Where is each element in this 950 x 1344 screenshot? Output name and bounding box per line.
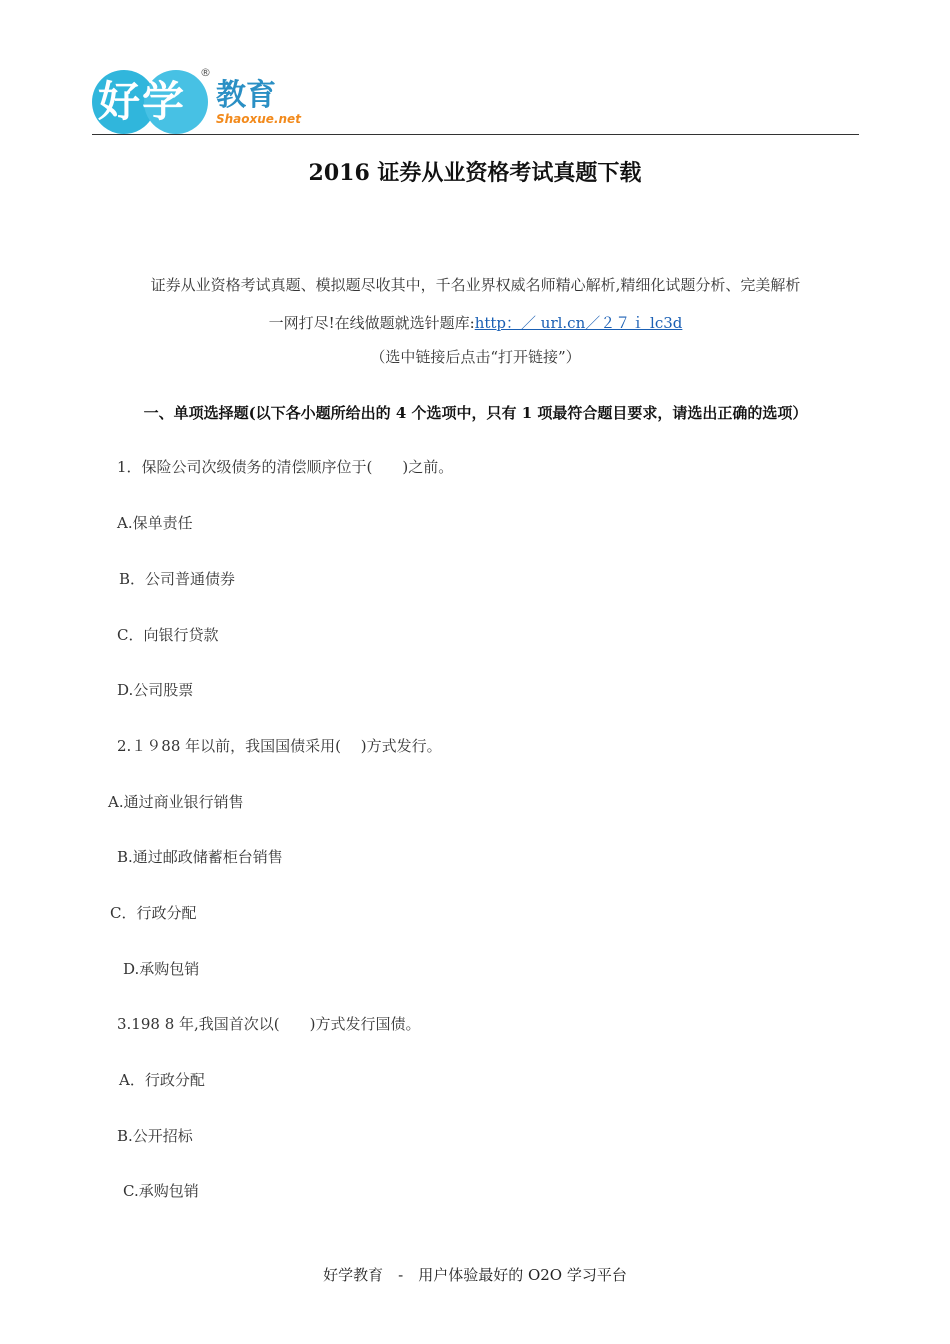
question-1-option-a: A.保单责任 <box>117 514 193 532</box>
logo-url: Shaoxue.net <box>216 112 301 126</box>
question-2-stem: 2.１９88 年以前，我国国债采用( )方式发行。 <box>117 737 442 755</box>
logo-side-text: 教育 <box>216 78 276 113</box>
page-title: 2016 证券从业资格考试真题下载 <box>308 160 642 186</box>
question-3-option-a: A．行政分配 <box>119 1071 205 1089</box>
intro-line-2 <box>92 312 859 333</box>
question-1-option-c: C．向银行贷款 <box>117 626 219 644</box>
question-3-option-b: B.公开招标 <box>117 1127 193 1145</box>
question-2-option-c: C．行政分配 <box>110 904 197 922</box>
logo <box>92 66 301 136</box>
intro-line-3: （选中链接后点击“打开链接”） <box>370 348 581 366</box>
question-3-stem: 3.198 8 年,我国首次以( )方式发行国债。 <box>117 1015 421 1033</box>
section-heading: 一、单项选择题(以下各小题所给出的 4 个选项中，只有 1 项最符合题目要求，请选出正确的选项） <box>143 404 808 422</box>
logo-main-text: 好学 <box>98 77 187 126</box>
question-1-option-d: D.公司股票 <box>117 681 194 699</box>
question-1-option-b: B．公司普通债券 <box>119 570 236 588</box>
question-3-option-c: C.承购包销 <box>123 1182 199 1200</box>
question-2-option-b: B.通过邮政储蓄柜台销售 <box>117 848 283 866</box>
question-2-option-a: A.通过商业银行销售 <box>108 793 244 811</box>
logo-mark <box>92 66 212 136</box>
intro-line-2-text: 一网打尽!在线做题就选针题库: <box>268 314 475 332</box>
logo-registered-mark: ® <box>200 66 211 79</box>
question-bank-link[interactable]: http：／ url.cn／２７ｉ lc3d <box>474 314 683 332</box>
page-footer: 好学教育 - 用户体验最好的 O2O 学习平台 <box>323 1266 627 1284</box>
intro-line-1: 证券从业资格考试真题、模拟题尽收其中，千名业界权威名师精心解析,精细化试题分析、完美解析 <box>150 276 801 294</box>
question-1-stem: 1．保险公司次级债务的清偿顺序位于( )之前。 <box>117 458 454 476</box>
question-2-option-d: D.承购包销 <box>123 960 200 978</box>
header-divider <box>92 134 859 135</box>
